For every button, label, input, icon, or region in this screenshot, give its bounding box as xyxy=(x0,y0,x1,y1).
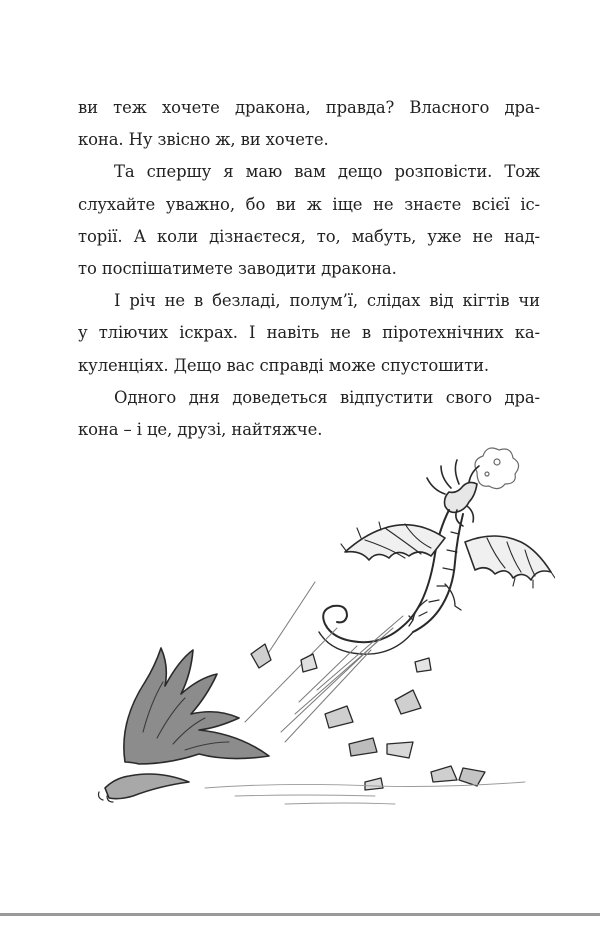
dragon-head xyxy=(427,460,479,526)
fragments xyxy=(251,644,485,790)
dragon-wing-left xyxy=(341,522,445,560)
text-line: то поспішатимете заводити дракона. xyxy=(78,258,397,278)
dragon-wing-right xyxy=(465,536,555,588)
text-line: Одного дня доведеться відпустити свого дра- xyxy=(114,387,540,407)
text-line: куленціях. Дещо вас справді може спустошити. xyxy=(78,355,490,375)
text-line: І річ не в безладі, полум’ї, слідах від кігтів чи xyxy=(114,291,540,311)
broken-shell xyxy=(99,648,270,802)
text-line: кона. Ну звісно ж, ви хочете. xyxy=(78,130,329,150)
bottom-rule xyxy=(0,913,600,916)
body-text xyxy=(78,92,540,446)
text-line: торії. А коли дізнаєтеся, то, мабуть, уже не над- xyxy=(78,226,540,246)
dragon-tail xyxy=(319,606,413,654)
dragon-illustration xyxy=(85,432,555,832)
text-line: слухайте уважно, бо ви ж іще не знаєте всієї іс- xyxy=(78,194,540,214)
dragon-legs xyxy=(409,584,461,626)
ground-shadow xyxy=(205,782,525,804)
smoke-puff xyxy=(475,448,519,489)
text-line: ви теж хочете дракона, правда? Власного дра- xyxy=(78,98,540,117)
text-line: у тліючих іскрах. І навіть не в піротехнічних ка- xyxy=(78,323,540,343)
text-line: Та спершу я маю вам дещо розповісти. Тож xyxy=(114,162,540,182)
text-line: кона – і це, друзі, найтяжче. xyxy=(78,419,323,439)
